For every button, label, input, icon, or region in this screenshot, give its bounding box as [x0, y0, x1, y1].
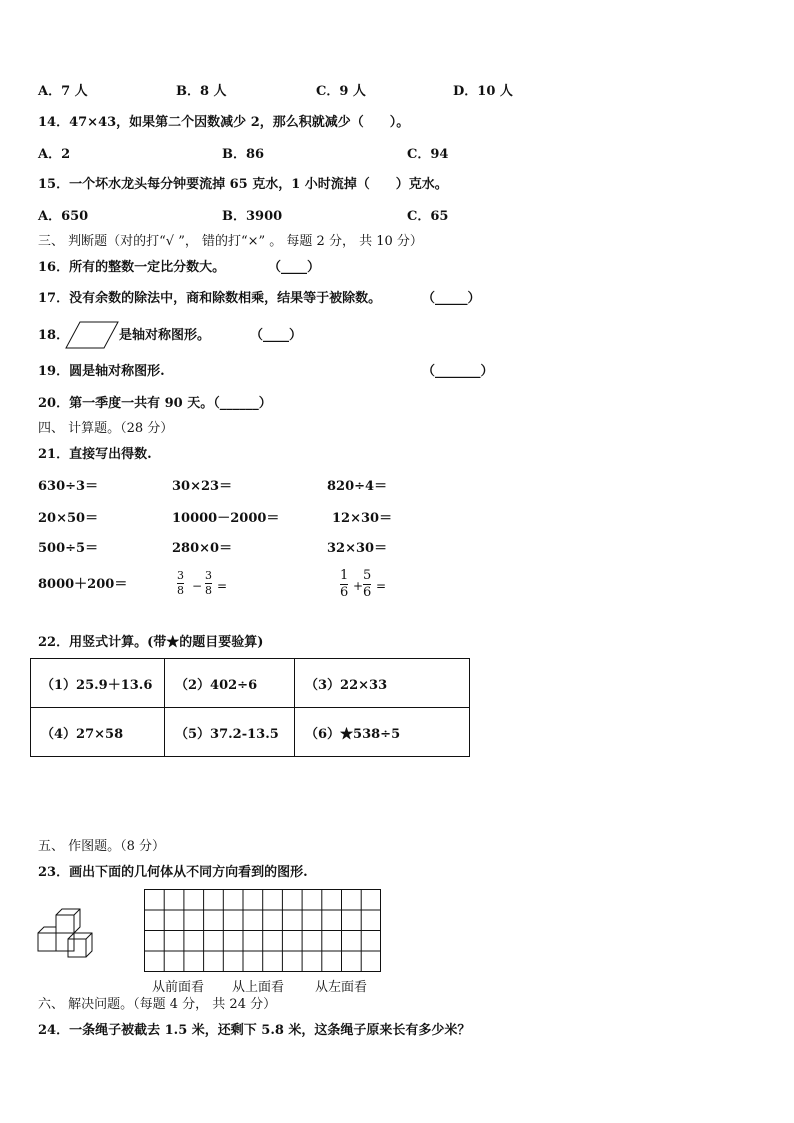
table-cell: （3）22×33 — [295, 659, 470, 708]
q14-text: 14．47×43，如果第二个因数减少 2，那么积就减少（ ）。 — [38, 115, 410, 130]
q13-option-b: B．8 人 — [176, 84, 227, 99]
q15-option-c: C．65 — [407, 209, 449, 224]
q15-option-a: A．650 — [38, 209, 89, 224]
fraction: 3 8 — [205, 569, 212, 597]
view-label-left: 从左面看 — [315, 980, 368, 995]
q14-option-c: C．94 — [407, 147, 449, 162]
drawing-grid[interactable] — [144, 889, 382, 973]
q23-title: 23．画出下面的几何体从不同方向看到的图形. — [38, 865, 308, 880]
calc-item: 500÷5＝ — [38, 541, 99, 556]
q14-option-b: B．86 — [222, 147, 265, 162]
q14-option-a: A．2 — [38, 147, 71, 162]
q24-text: 24．一条绳子被截去 1.5 米，还剩下 5.8 米，这条绳子原来长有多少米？ — [38, 1023, 471, 1038]
q15-text: 15．一个坏水龙头每分钟要流掉 65 克水，1 小时流掉（ ）克水。 — [38, 177, 448, 192]
parallelogram-figure — [64, 320, 120, 350]
table-cell: （4）27×58 — [31, 708, 165, 757]
q21-title: 21．直接写出得数. — [38, 447, 152, 462]
q20-text: 20．第一季度一共有 90 天。（______） — [38, 396, 272, 411]
q18-text: 是轴对称图形。 — [119, 328, 211, 343]
q13-option-c: C．9 人 — [316, 84, 366, 99]
minus-sign: − — [192, 579, 203, 593]
section-5-heading: 五、 作图题。（8 分） — [38, 839, 166, 854]
calc-item: 20×50＝ — [38, 511, 99, 526]
section-3-heading: 三、 判断题（对的打“√ ”， 错的打“×” 。 每题 2 分， 共 10 分） — [38, 234, 423, 249]
section-6-heading: 六、 解决问题。（每题 4 分， 共 24 分） — [38, 997, 277, 1012]
q18-answer-blank[interactable]: （____） — [250, 328, 303, 343]
calc-item: 8000＋200＝ — [38, 577, 128, 592]
calc-item: 280×0＝ — [172, 541, 233, 556]
q17-text: 17．没有余数的除法中，商和除数相乘，结果等于被除数。 — [38, 291, 382, 306]
table-row — [31, 708, 470, 757]
view-label-top: 从上面看 — [232, 980, 285, 995]
q17-answer-blank[interactable]: （_____） — [422, 291, 481, 306]
cube-solid-figure — [36, 905, 108, 961]
table-cell: （2）402÷6 — [165, 659, 295, 708]
table-cell: （6）★538÷5 — [295, 708, 470, 757]
q18-number: 18． — [38, 328, 70, 343]
calc-item: 10000－2000＝ — [172, 511, 280, 526]
table-cell: （5）37.2-13.5 — [165, 708, 295, 757]
q16-text: 16．所有的整数一定比分数大。 — [38, 260, 226, 275]
equals-sign: = — [376, 579, 387, 593]
q22-title: 22．用竖式计算。(带★的题目要验算) — [38, 635, 264, 650]
table-cell: （1）25.9＋13.6 — [31, 659, 165, 708]
q13-option-d: D．10 人 — [453, 84, 513, 99]
calc-item: 820÷4＝ — [327, 479, 388, 494]
view-label-front: 从前面看 — [152, 980, 205, 995]
fraction: 5 6 — [363, 568, 372, 600]
calc-item: 12×30＝ — [332, 511, 393, 526]
section-4-heading: 四、 计算题。（28 分） — [38, 421, 174, 436]
calc-item: 630÷3＝ — [38, 479, 99, 494]
q19-answer-blank[interactable]: （_______） — [422, 364, 494, 379]
q19-text: 19．圆是轴对称图形. — [38, 364, 165, 379]
fraction: 3 8 — [177, 569, 184, 597]
calc-item: 30×23＝ — [172, 479, 233, 494]
vertical-calc-table — [30, 658, 470, 757]
fraction: 1 6 — [340, 568, 349, 600]
calc-item: 32×30＝ — [327, 541, 388, 556]
equals-sign: = — [217, 579, 228, 593]
q15-option-b: B．3900 — [222, 209, 283, 224]
q13-option-a: A．7 人 — [38, 84, 88, 99]
table-row — [31, 659, 470, 708]
q16-answer-blank[interactable]: （____） — [268, 260, 321, 275]
plus-sign: + — [353, 579, 364, 593]
